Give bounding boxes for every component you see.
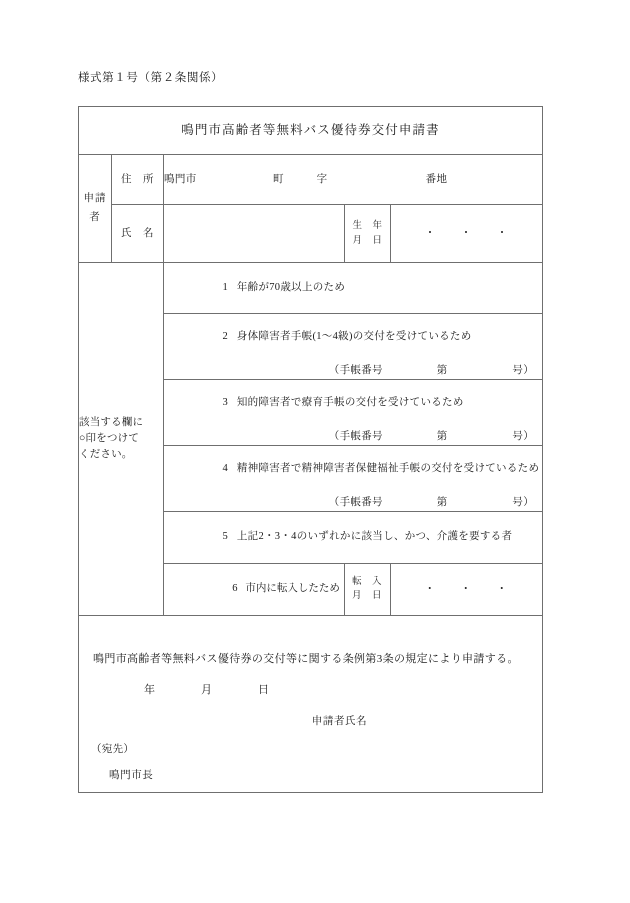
criteria-item-4-label: 精神障害者で精神障害者保健福祉手帳の交付を受けているため [236,463,540,475]
addressee-name: 鳴門市長 [109,769,154,781]
applicant-signature-label[interactable]: 申請者氏名 [311,716,368,728]
birthdate-label-line1: 生 年 [352,221,383,232]
criteria-list-container [164,263,543,616]
criteria-item-4[interactable] [164,445,542,511]
criteria-item-6-cell[interactable] [164,563,542,615]
criteria-item-5-text [164,513,542,560]
address-input[interactable]: 鳴門市 町 字 番地 [164,155,543,205]
addressee-label: （宛先） [91,744,135,756]
criteria-item-2-certificate-field[interactable]: （手帳番号 第 号） [328,364,534,376]
transfer-date-label-line1: 転 入 [351,577,382,587]
criteria-item-1-cell[interactable] [164,263,542,313]
criteria-item-5-number: 5 [222,531,229,543]
criteria-item-3[interactable] [164,379,542,445]
criteria-item-6[interactable] [164,563,542,615]
declaration-row [79,616,543,793]
birthdate-input[interactable]: ・ ・ ・ [390,205,542,263]
criteria-item-1[interactable] [164,263,542,313]
criteria-item-2-text [164,314,542,361]
criteria-item-6-label: 市内に転入したため [245,583,340,595]
transfer-date-label-line2: 月 日 [351,591,382,602]
criteria-row [79,263,543,616]
criteria-item-2-number: 2 [222,331,229,343]
name-label: 氏 名 [112,205,164,263]
criteria-item-2-cell[interactable] [164,313,542,379]
criteria-item-6-layout [164,564,542,615]
applicant-vertical-label-text: 申請者 [83,193,107,223]
applicant-name-row [79,205,543,263]
criteria-item-2-label: 身体障害者手帳(1〜4級)の交付を受けているため [236,331,472,343]
criteria-instruction [79,263,164,616]
form-title: 鳴門市高齢者等無料バス優待券交付申請書 [79,107,543,155]
criteria-instruction-line2: ○印をつけて [79,433,140,445]
criteria-item-2[interactable] [164,313,542,379]
criteria-item-3-number: 3 [222,397,229,409]
criteria-item-5-label: 上記2・3・4のいずれかに該当し、かつ、介護を要する者 [236,531,513,543]
address-label: 住 所 [112,155,164,205]
criteria-item-6-text [164,564,344,615]
name-input[interactable] [164,205,345,263]
criteria-item-3-text [164,380,542,427]
criteria-item-5[interactable] [164,511,542,563]
criteria-item-3-cell[interactable] [164,379,542,445]
criteria-item-4-cell[interactable] [164,445,542,511]
criteria-item-1-label: 年齢が70歳以上のため [236,281,346,293]
criteria-item-4-certificate-field[interactable]: （手帳番号 第 号） [328,496,534,508]
criteria-instruction-line1: 該当する欄に [79,417,144,429]
criteria-item-3-certificate-field[interactable]: （手帳番号 第 号） [328,430,534,442]
criteria-item-4-text [164,446,542,493]
criteria-list [164,263,542,615]
transfer-date-input[interactable]: ・ ・ ・ [424,583,509,595]
declaration-block [79,616,543,793]
applicant-address-row [79,155,543,205]
application-form-table [78,106,543,793]
applicant-vertical-label [79,155,112,263]
birthdate-label [344,205,390,263]
birthdate-label-line2: 月 日 [352,235,383,246]
criteria-item-3-label: 知的障害者で療育手帳の交付を受けているため [236,397,464,409]
declaration-date-field[interactable]: 年 月 日 [144,683,270,696]
declaration-text: 鳴門市高齢者等無料バス優待券の交付等に関する条例第3条の規定により申請する。 [93,653,519,666]
criteria-item-4-number: 4 [222,463,229,475]
transfer-date-label [344,564,390,615]
criteria-item-6-number: 6 [232,583,238,595]
form-number-header: 様式第１号（第２条関係） [78,72,224,84]
criteria-item-5-cell[interactable] [164,511,542,563]
title-row [79,107,543,155]
criteria-item-1-text [164,264,542,311]
criteria-instruction-line3: ください。 [79,448,133,460]
criteria-item-1-number: 1 [222,281,229,293]
